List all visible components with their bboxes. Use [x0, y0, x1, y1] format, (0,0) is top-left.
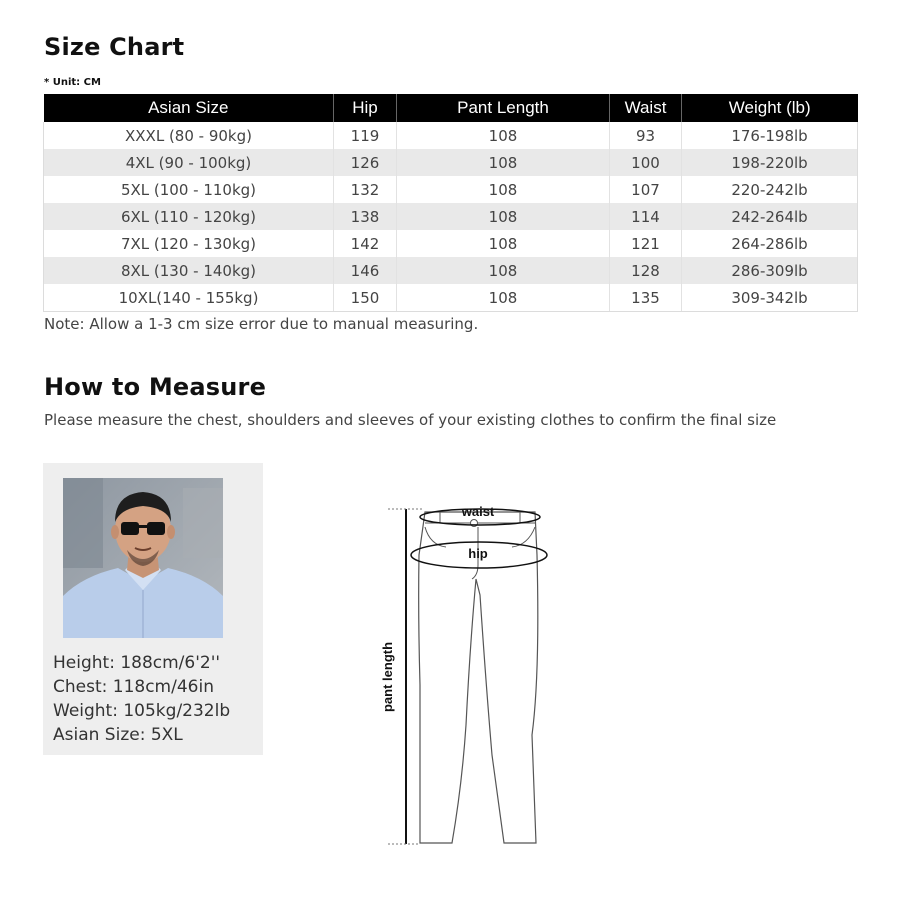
header-pant-length: Pant Length — [397, 94, 610, 122]
cell-weight: 309-342lb — [682, 284, 858, 312]
cell-weight: 220-242lb — [682, 176, 858, 203]
model-chest: Chest: 118cm/46in — [53, 677, 214, 697]
cell-asian-size: 7XL (120 - 130kg) — [44, 230, 334, 257]
cell-pant-length: 108 — [397, 176, 610, 203]
cell-asian-size: 6XL (110 - 120kg) — [44, 203, 334, 230]
pants-diagram — [370, 495, 570, 855]
model-height: Height: 188cm/6'2'' — [53, 653, 221, 673]
cell-weight: 264-286lb — [682, 230, 858, 257]
table-row — [44, 230, 858, 257]
cell-hip: 126 — [334, 149, 397, 176]
cell-waist: 100 — [610, 149, 682, 176]
waist-label: waist — [461, 504, 495, 519]
model-photo — [63, 478, 223, 638]
cell-weight: 242-264lb — [682, 203, 858, 230]
cell-pant-length: 108 — [397, 149, 610, 176]
cell-asian-size: 8XL (130 - 140kg) — [44, 257, 334, 284]
cell-hip: 150 — [334, 284, 397, 312]
cell-weight: 176-198lb — [682, 122, 858, 149]
header-asian-size: Asian Size — [44, 94, 334, 122]
cell-weight: 286-309lb — [682, 257, 858, 284]
table-row — [44, 176, 858, 203]
table-row — [44, 149, 858, 176]
cell-hip: 132 — [334, 176, 397, 203]
model-asian-size: Asian Size: 5XL — [53, 725, 183, 745]
model-card — [43, 463, 263, 755]
model-weight: Weight: 105kg/232lb — [53, 701, 231, 721]
measurement-error-note: Note: Allow a 1-3 cm size error due to manual measuring. — [44, 315, 479, 333]
table-row — [44, 122, 858, 149]
cell-hip: 146 — [334, 257, 397, 284]
header-waist: Waist — [610, 94, 682, 122]
cell-waist: 135 — [610, 284, 682, 312]
cell-waist: 128 — [610, 257, 682, 284]
how-to-measure-description: Please measure the chest, shoulders and sleeves of your existing clothes to confirm the final size — [44, 411, 777, 429]
cell-pant-length: 108 — [397, 122, 610, 149]
cell-waist: 121 — [610, 230, 682, 257]
cell-hip: 138 — [334, 203, 397, 230]
how-to-measure-title: How to Measure — [44, 373, 267, 401]
header-hip: Hip — [334, 94, 397, 122]
size-chart-title: Size Chart — [44, 33, 185, 61]
cell-hip: 119 — [334, 122, 397, 149]
cell-hip: 142 — [334, 230, 397, 257]
table-row — [44, 257, 858, 284]
model-info — [53, 651, 230, 747]
hip-label: hip — [468, 546, 488, 561]
pant-length-label: pant length — [380, 641, 395, 713]
table-header-row — [44, 94, 858, 122]
size-table — [43, 94, 858, 312]
table-row — [44, 203, 858, 230]
cell-waist: 107 — [610, 176, 682, 203]
table-row — [44, 284, 858, 312]
cell-weight: 198-220lb — [682, 149, 858, 176]
cell-pant-length: 108 — [397, 230, 610, 257]
cell-waist: 93 — [610, 122, 682, 149]
cell-pant-length: 108 — [397, 257, 610, 284]
cell-pant-length: 108 — [397, 203, 610, 230]
cell-pant-length: 108 — [397, 284, 610, 312]
cell-asian-size: 5XL (100 - 110kg) — [44, 176, 334, 203]
cell-asian-size: 4XL (90 - 100kg) — [44, 149, 334, 176]
unit-note: * Unit: CM — [44, 77, 101, 88]
header-weight: Weight (lb) — [682, 94, 858, 122]
cell-asian-size: XXXL (80 - 90kg) — [44, 122, 334, 149]
cell-asian-size: 10XL(140 - 155kg) — [44, 284, 334, 312]
cell-waist: 114 — [610, 203, 682, 230]
